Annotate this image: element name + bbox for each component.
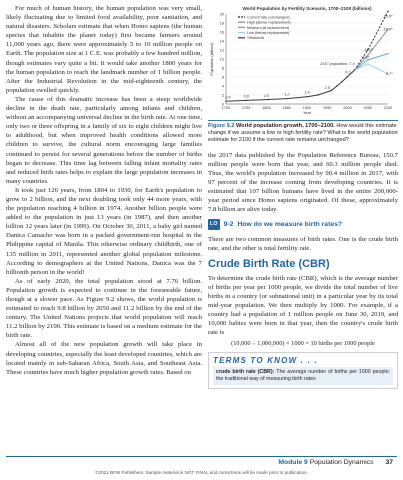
lo-badge: LO: [208, 219, 220, 230]
data-label: 0.6: [225, 95, 231, 100]
data-point: [331, 90, 332, 91]
paragraph: For much of human history, the human population was very small, likely fluctuating due to limited food availability, poor sanitation, and natural disasters. Scholars estimate that when Homo sapiens (the human species that inhabits the planet today) first became farmers around 11,000 years ago, there were approximately 5 to 10 million people on Earth. The population size at 1 C.E. was probably a few hundred million, though estimates vary quite a bit. It would take another 1800 years for the human population to reach the landmark number of 1 billion people. After the Industrial Revolution in the mid-eighteenth century, the population swelled quickly.: [6, 5, 202, 94]
x-tick-label: 1800: [262, 106, 271, 110]
data-label: 0.8: [243, 94, 249, 99]
x-tick-label: 1850: [282, 106, 291, 110]
terms-definition: [213, 367, 393, 385]
right-column: [208, 4, 398, 389]
right-text-column: [208, 151, 398, 390]
y-tick-label: 6: [221, 75, 224, 80]
paragraph: It took just 126 years, from 1804 to 1930, for Earth's population to grow to 2 billion, and the next doubling took only 44 more years, with the population reaching 4 billion in 1974. Another billion people were added to the population in just 13 years (in 1987), and then another billion 12 years later (in 1999). On October 30, 2011, a baby girl named Danica Camacho was born in a packed government-run hospital in the Philippine capital of Manila. This otherwise ordinary childbirth, one of 135 million in 2011, represented another global population milestone. According to demographers at the United Nations, Danica was the 7 billionth person in the world!: [6, 186, 202, 276]
legend-label: Current rate (unchanged): [247, 15, 290, 20]
figure-label: Figure 9.2: [208, 123, 235, 129]
copyright-notice: ©2021 BFW Publishers. Sample material is NOT FINAL and corrections will be made prior to publication.: [95, 470, 308, 475]
y-tick-label: 12: [219, 48, 224, 53]
footer-rule: [6, 456, 397, 457]
y-tick-label: 18: [219, 21, 224, 26]
data-label: 11.2*: [364, 47, 373, 52]
x-tick-label: 2050: [363, 106, 372, 110]
data-point: [346, 76, 347, 77]
x-tick-label: 1750: [242, 106, 251, 110]
y-tick-label: 8: [221, 66, 224, 71]
series-line: [354, 64, 388, 74]
data-point: [387, 53, 388, 54]
page-number: 37: [385, 459, 393, 466]
lo-question: How do we measure birth rates?: [237, 221, 343, 229]
paragraph: There are two common measures of birth rates. One is the crude birth rate, and the other is total fertility rate.: [208, 236, 398, 253]
terms-title: TERMS TO KNOW . . .: [213, 356, 318, 366]
x-tick-label: 2100: [383, 106, 393, 110]
population-chart: [208, 4, 398, 118]
x-tick-label: 1700: [221, 106, 231, 110]
data-point: [342, 81, 343, 82]
data-point: [317, 94, 318, 95]
module-label: Module 9: [278, 459, 308, 466]
left-text-column: [6, 4, 202, 377]
y-tick-label: 20: [219, 12, 224, 17]
x-tick-label: 1900: [302, 106, 312, 110]
legend-label: *Historical: [247, 36, 265, 41]
figure-title: World population growth, 1700–2100.: [236, 123, 335, 129]
data-point: [336, 85, 337, 86]
x-tick-label: 2000: [343, 106, 352, 110]
cbr-formula: (10,000 ÷ 1,000,000) × 1000 = 10 births per 1000 people: [231, 340, 375, 348]
data-label: 6.1: [344, 70, 351, 75]
data-label: 1.0: [263, 93, 270, 98]
y-tick-label: 2: [221, 93, 224, 98]
paragraph: the 2017 data published by the Population Reference Bureau, 150.7 million people were born that year, and 60.3 million people died. Thus, the world's population increased by 90.4 million in 2017, with 97 percent of the increase coming from developing countries. It is estimated that 107 billion humans have lived in the entire 200,000-year period since Homo sapiens originated. Of these, approximately 7.8 billion are alive today.: [208, 151, 398, 214]
data-label: 9.8*: [362, 55, 370, 60]
y-tick-label: 16: [219, 30, 224, 35]
figure-caption: [208, 120, 398, 145]
data-label: 6.7*: [385, 72, 393, 77]
x-axis-label: Year: [302, 110, 312, 115]
y-axis-label: Population (billions): [210, 42, 214, 76]
data-point: [267, 99, 268, 100]
data-label: 1.2: [284, 92, 290, 97]
legend-label: Low (below replacement): [247, 31, 290, 35]
paragraph: To determine the crude birth rate (CBR), which is the average number of births per year per 1000 people, we divide the total number of live births in a country (or subnational unit) in a particular year by its total mid-year population. We then multiply by 1000. For example, if a country had a population of 1 million people on June 30, 2019, and 10,000 babies were born in that year, then the country's crude birth rate is: [208, 274, 398, 337]
lo-number: 9-2: [223, 221, 234, 229]
module-title: Population Dynamics: [309, 459, 374, 466]
chart-title: World Population by Fertility Scenario, 1700–2100 (billions): [242, 6, 372, 11]
legend-label: Medium (at replacement): [247, 25, 290, 30]
data-label: 1.6: [304, 90, 310, 95]
y-tick-label: 14: [219, 39, 224, 44]
figure-caption-text: How would this estimate change if we assume a low or high fertility rate? What is the world population estimate for 2100 if the current rate remains unchanged?: [208, 123, 398, 144]
data-label: 26.0*: [383, 14, 393, 19]
paragraph: The cause of this dramatic increase has been a steep worldwide decline in the death rate, particularly among infants and children, without an accompanying universal decline in the birth rate. At one time, only two or three offspring in a family of six to eight children might live to adulthood, but when improved health conditions allowed more children to survive, the cultural norm encouraging large families continued to persist for several generations before the number of births began to decrease. This time lag between falling infant mortality rates and reduced birth rates helps to explain the large population increases in many countries.: [6, 95, 202, 185]
series-line: [354, 11, 388, 70]
y-tick-label: 4: [221, 84, 224, 89]
y-tick-label: 10: [219, 57, 224, 62]
data-point: [286, 98, 287, 99]
x-tick-label: 1950: [323, 106, 332, 110]
legend-label: High (above replacement): [247, 20, 291, 25]
term-definition: The average number of births per 1000 people; the traditional way of measuring birth rates: [216, 369, 390, 383]
data-label: 16.6*: [383, 27, 393, 32]
paragraph: As of early 2020, the total population stood at 7.76 billion. Population growth is expected to continue in the foreseeable future, though at a slower pace. As Figure 9.2 shows, the world population is estimated to reach 9.8 billion by 2050 and 11.2 billion by the end of the century. The United Nations projects that world population will reach 11.2 billion by 2100. This estimate is based on a medium estimate for the birth rate.: [6, 277, 202, 340]
data-point: [306, 96, 307, 97]
learning-objective: [208, 219, 398, 230]
y-tick-label: 0: [221, 102, 224, 107]
data-point: [354, 70, 355, 71]
data-label: 2.5: [324, 86, 330, 91]
page-footer: [278, 459, 393, 466]
data-point: [351, 72, 352, 73]
paragraph: Almost all of the new population growth will take place in developing countries, especially the least developed countries, which are located mainly in sub-Saharan Africa, South Asia, and Southeast Asia. These countries have much higher population growth rates. Based on: [6, 341, 202, 376]
data-point: [225, 101, 226, 102]
data-label: 2017 population: 7.5: [320, 61, 355, 66]
data-point: [387, 11, 388, 12]
data-point: [367, 63, 368, 64]
data-point: [246, 100, 247, 101]
term: crude birth rate (CBR):: [216, 369, 275, 376]
terms-to-know-box: [208, 352, 398, 389]
section-heading: Crude Birth Rate (CBR): [208, 257, 330, 270]
